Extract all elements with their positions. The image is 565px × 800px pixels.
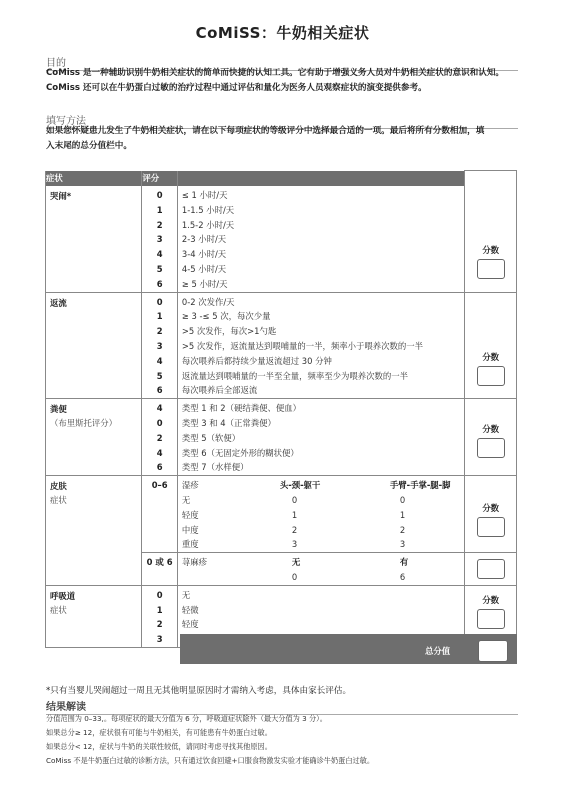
skin-label: 皮肤 [50,481,67,492]
crying-score-box[interactable] [477,259,505,279]
crying-footnote: *只有当婴儿哭闹超过一周且无其他明显原因时才需纳入考虑，具体由家长评估。 [46,686,352,696]
purpose-line-1: CoMiss 是一种辅助识别牛奶相关症状的简单而快捷的认知工具。它有助于增强义务人员对牛奶相关症状的意识和认知。 [46,68,505,78]
eczema-grid: 湿疹 头-颈-躯干 手臂-手掌-腿-脚 无 0 0 轻度 1 1 中度 2 2 重度 3 3 [177,476,465,553]
purpose-line-2: CoMiss 还可以在牛奶蛋白过敏的治疗过程中通过评估和量化为医务人员观察症状的演变提供参考。 [46,83,427,93]
urticaria-grid: 荨麻疹 无 有 0 6 [177,553,465,586]
stool-label: 粪便 [50,404,67,415]
col-symptom-header: 症状 [46,171,142,187]
crying-score-label: 分数 [482,245,500,255]
instructions-line-2: 入末尾的总分值栏中。 [46,141,132,151]
instructions-line-1: 如果您怀疑患儿发生了牛奶相关症状，请在以下每项症状的等级评分中选择最合适的一项。最后将所有分数相加，填 [46,126,485,136]
stool-scores: 4 0 2 4 6 [142,399,177,476]
urticaria-score-range: 0 或 6 [146,557,173,568]
respiratory-scores: 0 1 2 3 [142,585,177,647]
eczema-score-range: 0–6 [151,480,168,491]
instructions-text [46,124,526,154]
interpretation-line-3: 如果总分< 12，症状与牛奶的关联性较低，请同时考虑寻找其他原因。 [46,742,272,751]
interpretation-line-2: 如果总分≥ 12，症状很有可能与牛奶相关，有可能患有牛奶蛋白过敏。 [46,728,272,737]
crying-label: 哭闹* [50,191,72,201]
interpretation-line-1: 分值范围为 0–33,。每项症状的最大分值为 6 分，呼吸道症状除外（最大分值为 3 分）。 [46,714,327,723]
interpretation-line-4: CoMiss 不是牛奶蛋白过敏的诊断方法，只有通过饮食回避+口服食物激发实验才能确诊牛奶蛋白过敏。 [46,756,375,765]
urticaria-score-box[interactable] [477,559,505,579]
total-score-bar [180,634,517,664]
interpretation-heading: 结果解读 [46,698,518,715]
purpose-text [46,66,526,96]
col-score-header: 评分 [142,171,177,187]
respiratory-score-box[interactable] [477,609,505,629]
respiratory-sublabel: 症状 [50,604,67,615]
stool-sublabel: （布里斯托评分） [50,418,117,429]
page-title: CoMiSS：牛奶相关症状 [195,24,370,42]
crying-row [46,186,517,292]
purpose-heading: 目的 [46,54,518,71]
respiratory-score-label: 分数 [482,594,500,605]
table-header-row [46,171,517,187]
regurgitation-descriptions: 0-2 次发作/天 ≥ 3 -≤ 5 次，每次少量 >5 次发作，每次>1勺匙 >5 次发作，返流量达到喂哺量的一半，频率小于喂养次数的一半 每次喂养后都持续少量返流超过 30 分钟 返流量达到喂哺量的一半至全量，频率至少为喂养次数的一半 每次喂养后全部返流 [177,292,465,399]
respiratory-label: 呼吸道 [50,590,76,601]
regurgitation-scores: 0 1 2 3 4 5 6 [142,292,177,399]
comiss-score-table [45,170,517,648]
total-score-label: 总分值 [425,646,451,656]
skin-eczema-row [46,476,517,553]
skin-sublabel: 症状 [50,495,67,506]
regurgitation-label: 返流 [50,297,67,308]
respiratory-descriptions: 无 轻微 轻度 [177,585,465,647]
stool-descriptions: 类型 1 和 2（硬结粪便、便血） 类型 3 和 4（正常粪便） 类型 5（软便） 类型 6（无固定外形的糊状便） 类型 7（水样便） [177,399,465,476]
crying-scores: 0 1 2 3 4 5 6 [142,186,177,292]
instructions-heading: 填写方法 [46,112,518,129]
stool-score-box[interactable] [477,438,505,458]
stool-row [46,399,517,476]
regurgitation-row [46,292,517,399]
stool-score-label: 分数 [482,424,500,435]
eczema-score-label: 分数 [482,503,500,514]
crying-descriptions: ≤ 1 小时/天 1-1.5 小时/天 1.5-2 小时/天 2-3 小时/天 3-4 小时/天 4-5 小时/天 ≥ 5 小时/天 [177,186,465,292]
regurgitation-score-label: 分数 [482,351,500,362]
total-score-box[interactable] [478,640,508,662]
eczema-score-box[interactable] [477,517,505,537]
regurgitation-score-box[interactable] [477,366,505,386]
